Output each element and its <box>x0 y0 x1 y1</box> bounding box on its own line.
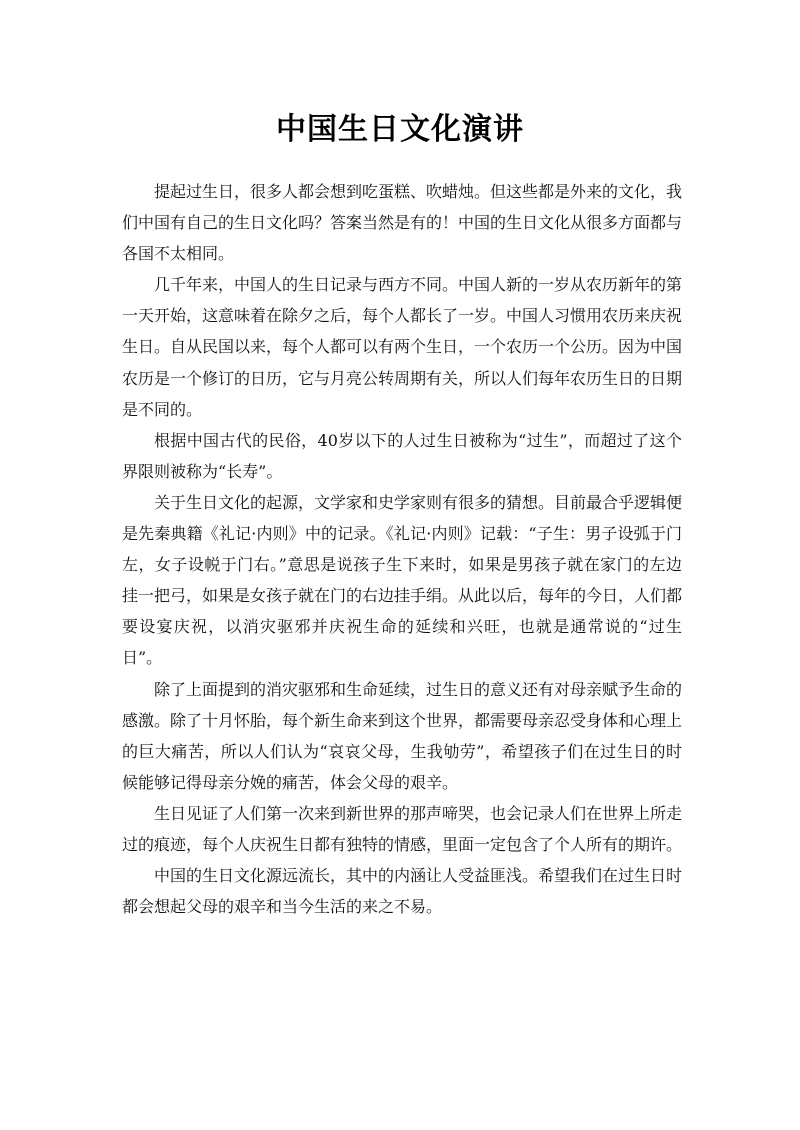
document-body <box>122 176 682 922</box>
paragraph-2: 几千年来，中国人的生日记录与西方不同。中国人新的一岁从农历新年的第一天开始，这意味着在除夕之后，每个人都长了一岁。中国人习惯用农历来庆祝生日。自从民国以来，每个人都可以有两个生日，一个农历一个公历。因为中国农历是一个修订的日历，它与月亮公转周期有关，所以人们每年农历生日的日期是不同的。 <box>122 275 683 419</box>
page-title: 中国生日文化演讲 <box>276 112 524 147</box>
paragraph-1: 提起过生日，很多人都会想到吃蛋糕、吹蜡烛。但这些都是外来的文化，我们中国有自己的生日文化吗？答案当然是有的！中国的生日文化从很多方面都与各国不太相同。 <box>122 182 683 264</box>
paragraph-5: 除了上面提到的消灾驱邪和生命延续，过生日的意义还有对母亲赋予生命的感激。除了十月怀胎，每个新生命来到这个世界，都需要母亲忍受身体和心理上的巨大痛苦，所以人们认为“哀哀父母，生我劬劳”，希望孩子们在过生日的时候能够记得母亲分娩的痛苦，体会父母的艰辛。 <box>122 679 683 792</box>
paragraph-7: 中国的生日文化源远流长，其中的内涵让人受益匪浅。希望我们在过生日时都会想起父母的艰辛和当今生活的来之不易。 <box>122 866 683 917</box>
paragraph-6: 生日见证了人们第一次来到新世界的那声啼哭，也会记录人们在世界上所走过的痕迹，每个人庆祝生日都有独特的情感，里面一定包含了个人所有的期许。 <box>122 803 683 854</box>
paragraph-4: 关于生日文化的起源，文学家和史学家则有很多的猜想。目前最合乎逻辑便是先秦典籍《礼记·内则》中的记录。《礼记·内则》记载：“子生：男子设弧于门左，女子设帨于门右。”意思是说孩子生下来时，如果是男孩子就在家门的左边挂一把弓，如果是女孩子就在门的右边挂手绢。从此以后，每年的今日，人们都要设宴庆祝，以消灾驱邪并庆祝生命的延续和兴旺，也就是通常说的“过生日”。 <box>122 492 683 668</box>
paragraph-3: 根据中国古代的民俗，40岁以下的人过生日被称为“过生”，而超过了这个界限则被称为“长寿”。 <box>122 430 682 481</box>
